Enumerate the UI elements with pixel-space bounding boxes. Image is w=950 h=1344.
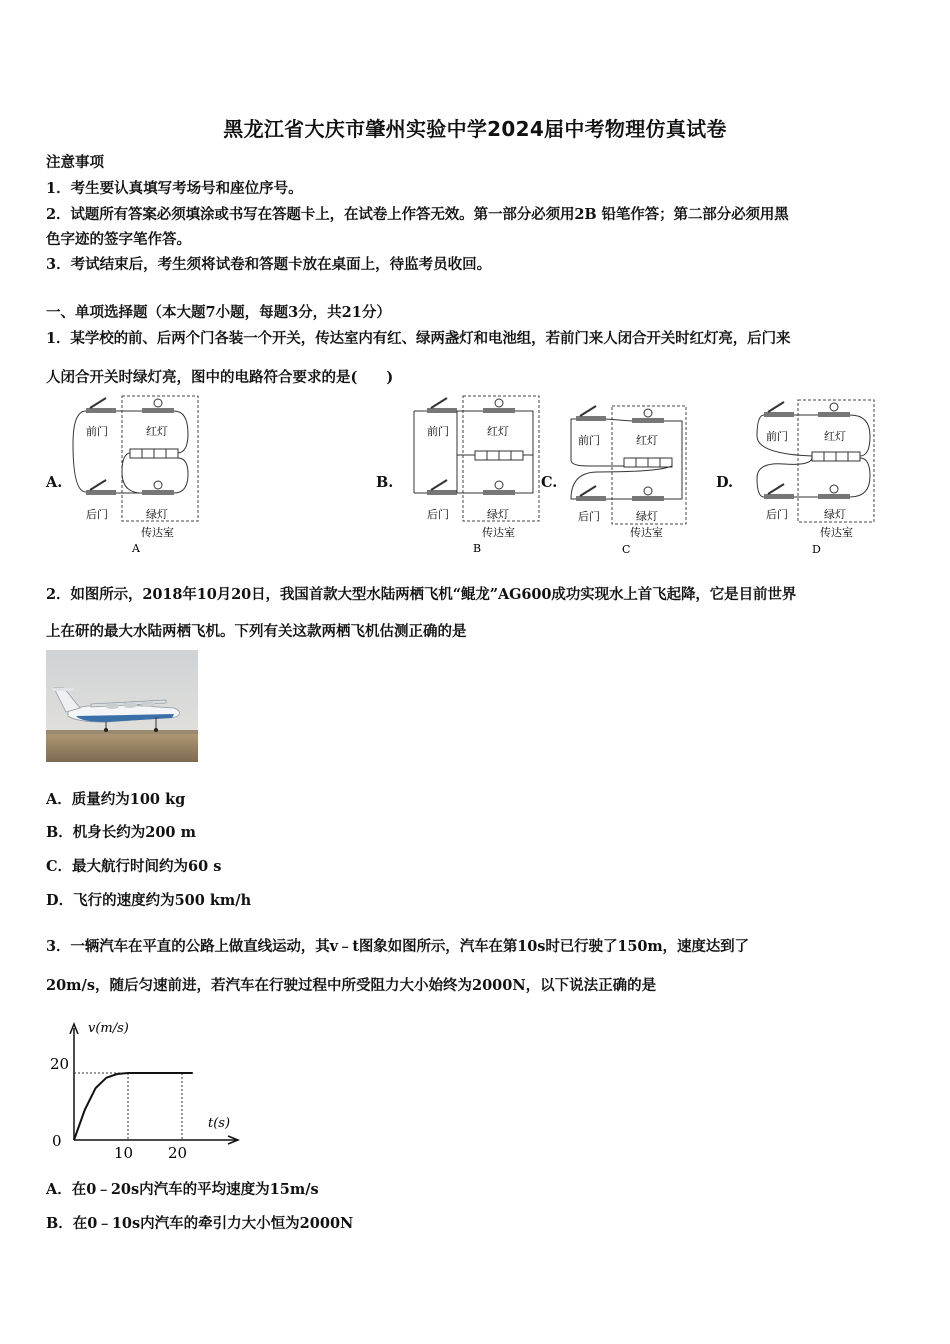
q1-line-1: 1．某学校的前、后两个门各装一个开关，传达室内有红、绿两盏灯和电池组，若前门来人闭合开关时红灯亮，后门来 <box>46 330 791 347</box>
label-red-lamp: 红灯 <box>824 430 846 443</box>
label-room: 传达室 <box>482 526 515 539</box>
caption-d: D <box>812 543 821 556</box>
q1-option-b-label[interactable]: B. <box>376 474 394 491</box>
label-room: 传达室 <box>141 526 174 539</box>
vt-graph <box>40 1012 240 1162</box>
label-green-lamp: 绿灯 <box>146 508 168 521</box>
label-green-lamp: 绿灯 <box>487 508 509 521</box>
y-axis-label: v(m/s) <box>88 1021 129 1036</box>
q3-line-2: 20m/s，随后匀速前进，若汽车在行驶过程中所受阻力大小始终为2000N，以下说法正确的是 <box>46 977 657 994</box>
x-axis-label: t(s) <box>208 1116 231 1131</box>
notice-item-3: 3．考试结束后，考生须将试卷和答题卡放在桌面上，待监考员收回。 <box>46 256 492 273</box>
q1-option-c-label[interactable]: C. <box>541 474 558 491</box>
q2-option-d[interactable]: D．飞行的速度约为500 km/h <box>46 892 252 909</box>
q2-option-b[interactable]: B．机身长约为200 m <box>46 824 196 841</box>
green-lamp-bulb <box>154 481 162 489</box>
x-tick-10: 10 <box>114 1144 134 1162</box>
label-back-door: 后门 <box>766 508 788 521</box>
label-front-door: 前门 <box>578 434 600 447</box>
label-green-lamp: 绿灯 <box>824 508 846 521</box>
origin-label: 0 <box>52 1132 62 1150</box>
q2-option-a[interactable]: A．质量约为100 kg <box>46 791 186 808</box>
notice-item-2-cont: 色字迹的签字笔作答。 <box>46 231 191 248</box>
label-front-door: 前门 <box>86 425 108 438</box>
q3-option-a[interactable]: A．在0﹣20s内汽车的平均速度为15m/s <box>46 1181 319 1198</box>
q3-line-1: 3．一辆汽车在平直的公路上做直线运动，其v﹣t图象如图所示，汽车在第10s时已行驶了150m，速度达到了 <box>46 938 749 955</box>
velocity-series-line <box>74 1073 193 1140</box>
label-room: 传达室 <box>820 526 853 539</box>
label-front-door: 前门 <box>766 430 788 443</box>
q3-option-b[interactable]: B．在0﹣10s内汽车的牵引力大小恒为2000N <box>46 1215 354 1232</box>
notice-item-1: 1．考生要认真填写考场号和座位序号。 <box>46 180 303 197</box>
label-back-door: 后门 <box>86 508 108 521</box>
label-room: 传达室 <box>630 526 663 539</box>
q1-option-d-label[interactable]: D. <box>716 474 734 491</box>
q1-line-2: 人闭合开关时绿灯亮，图中的电路符合要求的是( ) <box>46 369 394 386</box>
page-title: 黑龙江省大庆市肇州实验中学2024届中考物理仿真试卷 <box>223 117 727 141</box>
y-tick-20: 20 <box>50 1055 70 1073</box>
label-red-lamp: 红灯 <box>636 434 658 447</box>
label-back-door: 后门 <box>578 510 600 523</box>
caption-c: C <box>622 543 631 556</box>
circuit-diagram-d <box>754 396 884 560</box>
x-tick-20: 20 <box>168 1144 188 1162</box>
notice-item-2: 2．试题所有答案必须填涂或书写在答题卡上，在试卷上作答无效。第一部分必须用2B 铅笔作答；第二部分必须用黑 <box>46 206 789 223</box>
caption-a: A <box>132 542 140 555</box>
red-lamp-bulb <box>154 399 162 407</box>
circuit-diagram-c <box>568 400 698 560</box>
q2-line-2: 上在研的最大水陆两栖飞机。下列有关这款两栖飞机估测正确的是 <box>46 623 467 640</box>
label-back-door: 后门 <box>427 508 449 521</box>
section-heading: 一、单项选择题（本大题7小题，每题3分，共21分） <box>46 304 391 321</box>
circuit-diagram-b <box>411 394 551 559</box>
notice-heading: 注意事项 <box>46 154 104 171</box>
circuit-diagram-a <box>70 394 210 559</box>
q2-line-1: 2．如图所示，2018年10月20日，我国首款大型水陆两栖飞机“鲲龙”AG600成功实现水上首飞起降，它是目前世界 <box>46 586 797 603</box>
label-red-lamp: 红灯 <box>487 425 509 438</box>
label-green-lamp: 绿灯 <box>636 510 658 523</box>
caption-b: B <box>473 542 482 555</box>
label-front-door: 前门 <box>427 425 449 438</box>
q1-option-a-label[interactable]: A. <box>46 474 63 491</box>
q2-option-c[interactable]: C．最大航行时间约为60 s <box>46 858 222 875</box>
label-red-lamp: 红灯 <box>146 425 168 438</box>
amphibious-aircraft-photo <box>46 650 198 762</box>
